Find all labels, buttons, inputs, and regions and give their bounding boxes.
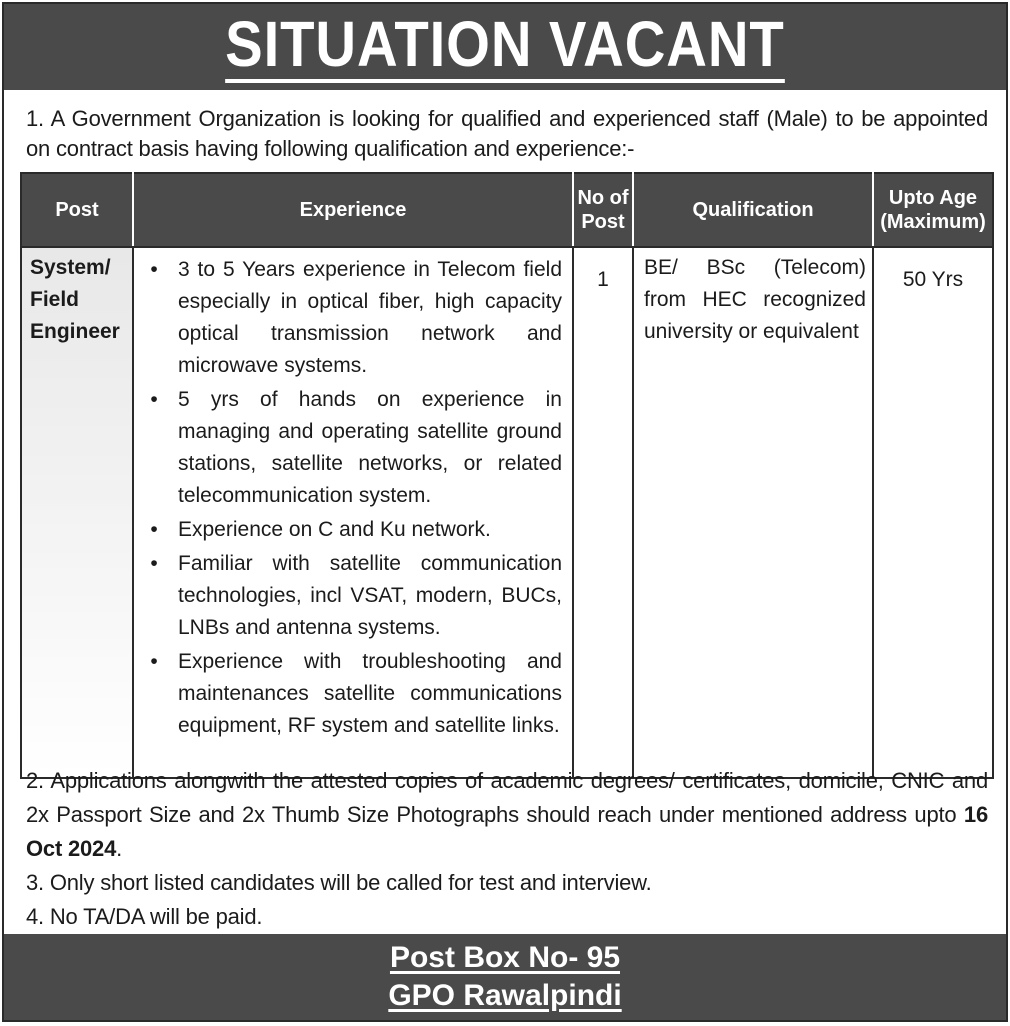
header-age: Upto Age (Maximum) [873, 173, 993, 247]
footer-banner [4, 934, 1006, 1020]
table-header-row [21, 173, 993, 247]
note-shortlist: 3. Only short listed candidates will be called for test and interview. [26, 870, 652, 895]
list-item: • Experience with troubleshooting and maintenances satellite communications equipment, RF system and satellite links. [146, 646, 562, 742]
page-title: SITUATION VACANT [225, 11, 785, 83]
experience-list [146, 254, 562, 742]
table-row [21, 247, 993, 778]
bullet-icon: • [150, 650, 158, 673]
vacancy-table [20, 172, 994, 779]
header-post: Post [21, 173, 133, 247]
post-box-address: Post Box No- 95 [389, 941, 621, 974]
deadline-date: 16 Oct 2024 [26, 802, 988, 861]
post-cell: System/ Field Engineer [21, 247, 133, 778]
gpo-address: GPO Rawalpindi [388, 979, 622, 1012]
note-application: 2. Applications alongwith the attested copies of academic degrees/ certificates, domicile, CNIC and 2x Passport Size and 2x Thumb Size Photographs should reach under mentioned address upto 16 Oct 2024. [26, 768, 988, 861]
note-ta-da: 4. No TA/DA will be paid. [26, 904, 263, 929]
bullet-icon: • [150, 388, 158, 411]
list-item: • Familiar with satellite communication technologies, incl VSAT, modern, BUCs, LNBs and antenna systems. [146, 548, 562, 644]
no-of-post-cell: 1 [573, 247, 633, 778]
advertisement [2, 2, 1008, 1022]
intro-paragraph: 1. A Government Organization is looking for qualified and experienced staff (Male) to be appointed on contract basis having following qualification and experience:- [26, 106, 988, 161]
bullet-icon: • [150, 518, 158, 541]
list-item: • Experience on C and Ku network. [146, 514, 562, 546]
age-cell: 50 Yrs [873, 247, 993, 778]
bullet-icon: • [150, 258, 158, 281]
qualification-cell: BE/ BSc (Telecom) from HEC recognized university or equivalent [633, 247, 873, 778]
notes-section [26, 764, 988, 934]
header-experience: Experience [133, 173, 573, 247]
list-item: • 5 yrs of hands on experience in managing and operating satellite ground stations, satellite networks, or related telecommunication system. [146, 384, 562, 512]
experience-cell [133, 247, 573, 778]
list-item: • 3 to 5 Years experience in Telecom field especially in optical fiber, high capacity optical transmission network and microwave systems. [146, 254, 562, 382]
header-no-of-post: No of Post [573, 173, 633, 247]
header-qualification: Qualification [633, 173, 873, 247]
bullet-icon: • [150, 552, 158, 575]
header-banner [4, 4, 1006, 90]
